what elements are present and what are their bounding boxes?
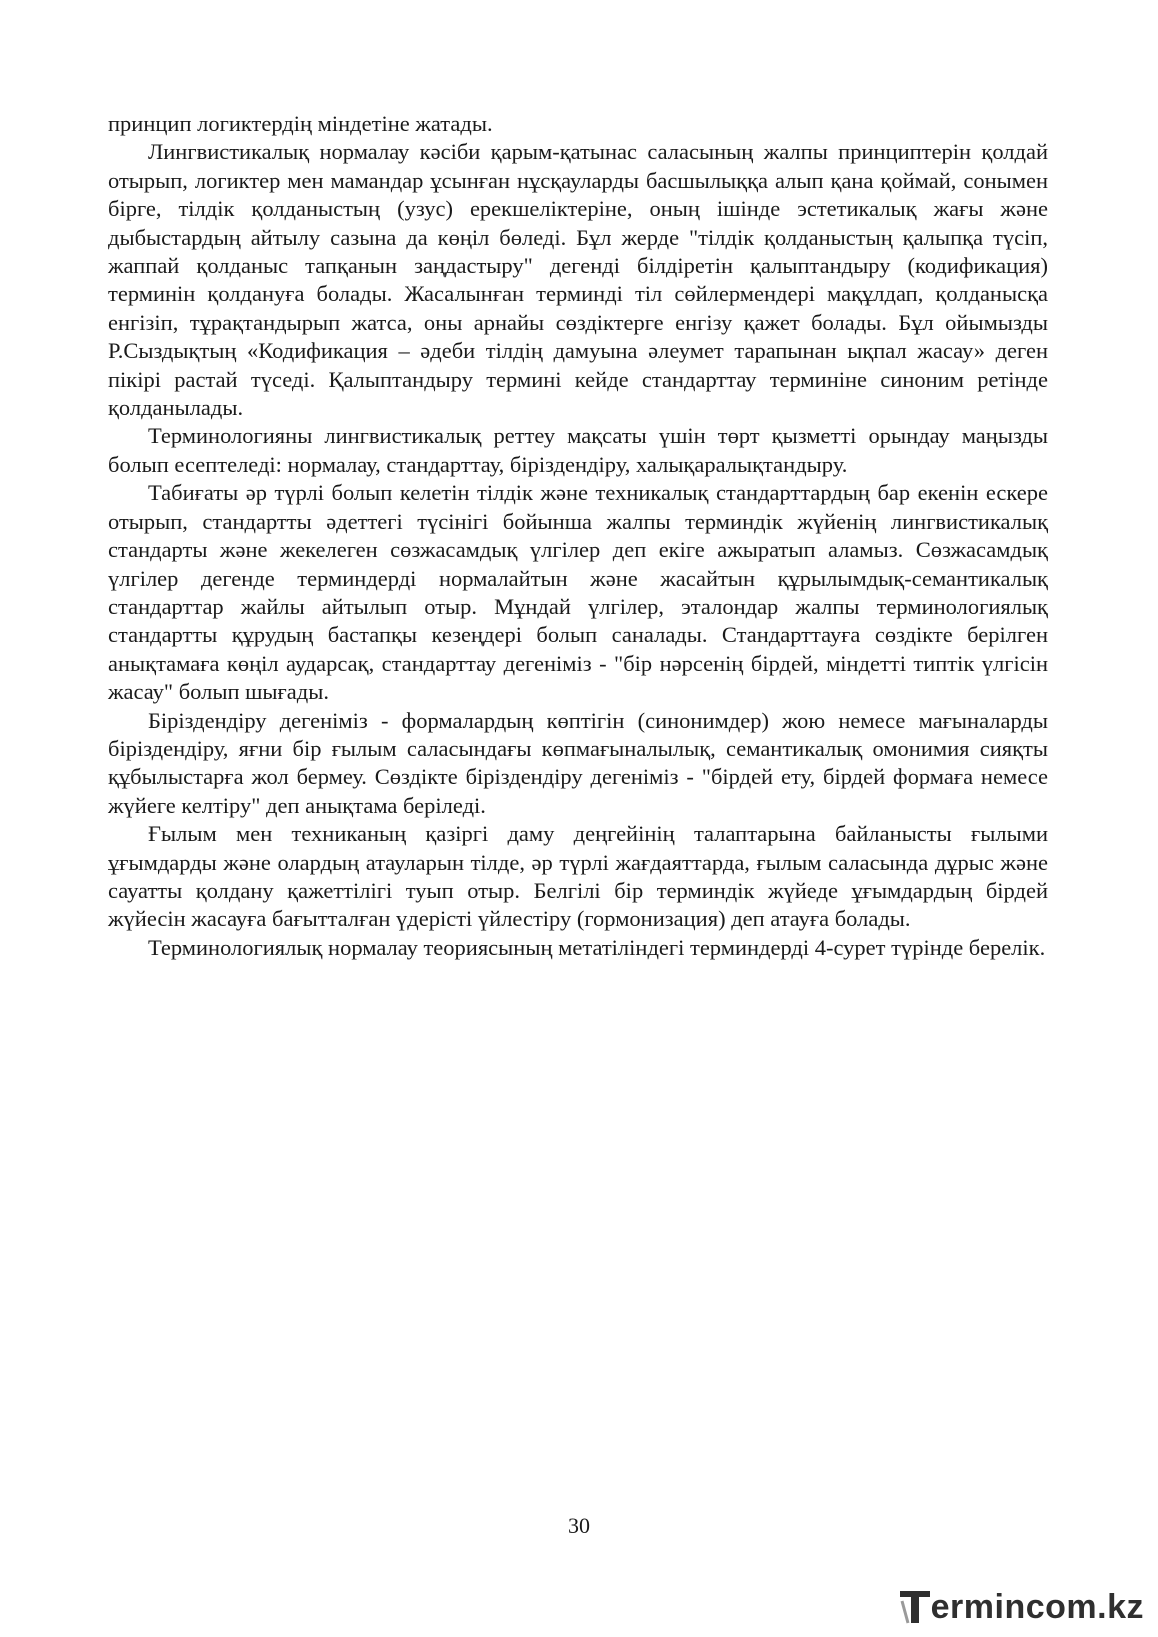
paragraph-figure-reference: Терминологиялық нормалау теориясының метатіліндегі терминдерді 4-сурет түрінде берелік. bbox=[148, 934, 1046, 960]
paragraph-harmonization: Ғылым мен техниканың қазіргі даму деңгейінің талаптарына байланысты ғылыми ұғымдарды және олардың атауларын тілде, әр түрлі жағдаяттарда, ғылым саласында дұрыс және сауатты қолдану қажеттілігі туып отыр. Белгілі бір терминдік жүйеде ұғымдардың бірдей жүйесін жасауға бағытталған үдерісті үйлестіру (гормонизация) деп атауға болады. bbox=[108, 821, 1048, 932]
document-body bbox=[108, 110, 1048, 962]
watermark-logo-icon bbox=[900, 1587, 930, 1627]
site-watermark bbox=[900, 1579, 1144, 1627]
paragraph-standardization: Табиғаты әр түрлі болып келетін тілдік және техникалық стандарттардың бар екенін ескере отырып, стандартты әдеттегі түсінігі бойынша жалпы терминдік жүйенің лингвистикалық стандарты және жекелеген сөзжасамдық үлгілер деп екіге ажыратып аламыз. Сөзжасамдық үлгілер дегенде терминдерді нормалайтын және жасайтын құрылымдық-семантикалық стандарттар жайлы айтылып отыр. Мұндай үлгілер, эталондар жалпы терминологиялық стандартты құрудың бастапқы кезеңдері болып саналады. Стандарттауға сөздікте берілген анықтамаға көңіл аударсақ, стандарттау дегеніміз - "бір нәрсенің бірдей, міндетті типтік үлгісін жасау" болып шығады. bbox=[108, 480, 1048, 705]
paragraph-continuation: принцип логиктердің міндетіне жатады. bbox=[108, 111, 493, 136]
page-number: 30 bbox=[568, 1513, 590, 1538]
paragraph-unification: Біріздендіру дегеніміз - формалардың көптігін (синонимдер) жою немесе мағыналарды біріздендіру, яғни бір ғылым саласындағы көпмағыналылық, семантикалық омонимия сияқты құбылыстарға жол бермеу. Сөздікте біріздендіру дегеніміз - "бірдей ету, бірдей формаға немесе жүйеге келтіру" деп анықтама беріледі. bbox=[108, 707, 1048, 818]
paragraph-four-functions: Терминологияны лингвистикалық реттеу мақсаты үшін төрт қызметті орындау маңызды болып есептеледі: нормалау, стандарттау, біріздендіру, халықаралықтандыру. bbox=[108, 423, 1048, 477]
watermark-text: ermincom.kz bbox=[930, 1588, 1144, 1626]
paragraph-linguistic-normalization: Лингвистикалық нормалау кәсіби қарым-қатынас саласының жалпы принциптерін қолдай отырып, логиктер мен мамандар ұсынған нұсқауларды басшылыққа алып қана қоймай, сонымен бірге, тілдік қолданыстың (узус) ерекшеліктеріне, оның ішінде эстетикалық жағы және дыбыстардың айтылу сазына да көңіл бөледі. Бұл жерде "тілдік қолданыстың қалыпқа түсіп, жаппай қолданыс тапқанын заңдастыру" дегенді білдіретін қалыптандыру (кодификация) терминін қолдануға болады. Жасалынған терминді тіл сөйлермендері мақұлдап, қолданысқа енгізіп, тұрақтандырып жатса, оны арнайы сөздіктерге енгізу қажет болады. Бұл ойымызды Р.Сыздықтың «Кодификация – әдеби тілдің дамуына әлеумет тарапынан ықпал жасау» деген пікірі растай түседі. Қалыптандыру термині кейде стандарттау терминіне синоним ретінде қолданылады. bbox=[108, 139, 1048, 421]
